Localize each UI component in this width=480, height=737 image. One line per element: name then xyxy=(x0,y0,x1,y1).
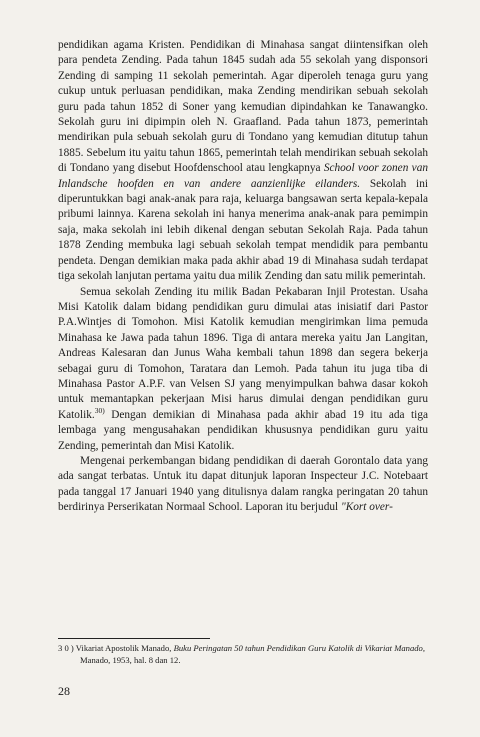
text-run: pendidikan agama Kristen. Pendidikan di Minahasa sangat diintensifkan oleh para pendeta Zending. Pada tahun 1845 sudah ada 55 sekolah yang disponsori Zending di samping 11 sekolah pemerintah. Agar diperoleh tenaga guru yang cukup untuk perluasan pendidikan, maka Zending mendirikan sebuah sekolah guru pada tahun 1852 di Soner yang kemudian dipindahkan ke Tanawangko. Sekolah guru ini dipimpin oleh N. Graafland. Pada tahun 1873, pemerintah mendirikan pula sebuah sekolah guru di Tondano yang kemudian ditutup tahun 1885. Sebelum itu yaitu tahun 1865, pemerintah telah mendirikan sebuah sekolah di Tondano yang disebut Hoofdenschool atau lengkapnya xyxy=(58,39,428,175)
text-run: 3 0 ) Vikariat Apostolik Manado, xyxy=(58,643,174,653)
body-text xyxy=(58,38,428,516)
text-run: Mengenai perkembangan bidang pendidikan di daerah Gorontalo data yang ada sangat terbatas. Untuk itu dapat ditunjuk laporan Inspecteur J.C. Notebaart pada tanggal 17 Januari 1940 yang ditulisnya dalam rangka peringatan 20 tahun berdirinya Perserikatan Normaal School. Laporan itu berjudul xyxy=(58,454,428,514)
italic-text: Buku Peringatan 50 tahun Pendidikan Guru Katolik di Vikariat Manado, xyxy=(173,643,425,653)
paragraph xyxy=(58,454,428,516)
italic-text: School voor zonen van Inlandsche hoofden en van andere aanzienlijke eilanders. xyxy=(58,162,428,190)
paragraph xyxy=(58,38,428,285)
text-run: Sekolah ini diperuntukkan bagi anak-anak para raja, keluarga bangsawan serta kepala-kepala pribumi lainnya. Karena sekolah ini hanya menerima anak-anak para pemimpin saja, maka sekolah ini lebih dikenal dengan sebutan Sekolah Raja. Pada tahun 1878 Zending membuka lagi sebuah sekolah tempat mendidik para pembantu pendeta. Dengan demikian maka pada akhir abad 19 di Minahasa sudah terdapat tiga sekolah lanjutan pertama yaitu dua milik Zending dan satu milik pemerintah. xyxy=(58,177,428,283)
footnote-separator xyxy=(58,638,210,639)
footnote-reference: 30) xyxy=(94,405,105,415)
text-run: Dengan demikian di Minahasa pada akhir abad 19 itu ada tiga lembaga yang mengusahakan pendidikan khususnya pendidikan guru yaitu Zending, pemerintah dan Misi Katolik. xyxy=(58,408,428,452)
paragraph xyxy=(58,285,428,454)
footnote-text xyxy=(58,642,428,666)
text-run: Semua sekolah Zending itu milik Badan Pekabaran Injil Protestan. Usaha Misi Katolik dalam bidang pendidikan guru dimulai atas inisiatif dari Pastor P.A.Wintjes di Tomohon. Misi Katolik kemudian mengirimkan lima pemuda Minahasa ke Jawa pada tahun 1896. Tiga di antara mereka yaitu Jan Langitan, Andreas Kalesaran dan Junus Waha kembali tahun 1898 dan segera bekerja sebagai guru di Tomohon, Taratara dan Lemoh. Pada tahun itu juga tiba di Minahasa Pastor A.P.F. van Velsen SJ yang menyimpulkan bahwa dasar kokoh untuk memantapkan pekerjaan Misi harus dimulai dengan pendidikan guru Katolik. xyxy=(58,285,428,421)
italic-text: "Kort over- xyxy=(340,501,393,514)
page-number: 28 xyxy=(58,684,70,698)
footnote xyxy=(58,642,428,666)
text-run: Manado, 1953, hal. 8 dan 12. xyxy=(80,655,181,665)
